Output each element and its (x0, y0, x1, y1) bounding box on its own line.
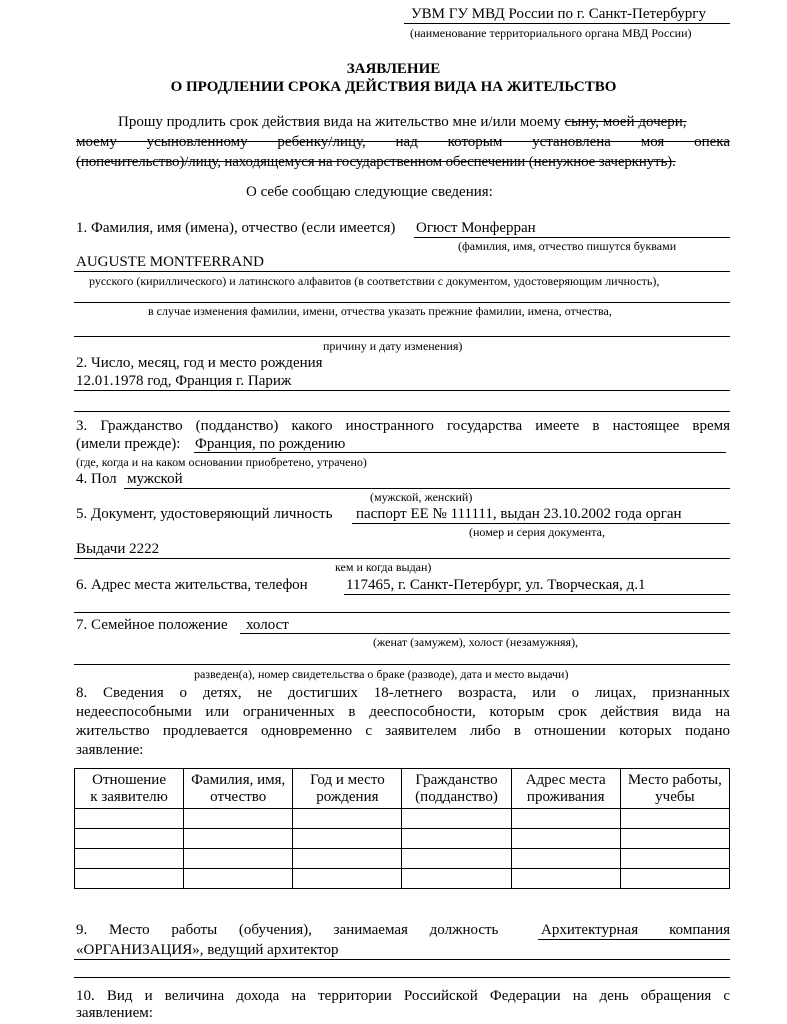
col-citizenship: Гражданство (подданство) (402, 769, 511, 809)
table-cell[interactable] (402, 829, 511, 849)
table-row (75, 849, 730, 869)
item1-hint3: в случае изменения фамилии, имени, отчества указать прежние фамилии, имена, отчества, (148, 304, 612, 318)
item2-value: 12.01.1978 год, Франция г. Париж (76, 373, 292, 389)
table-cell[interactable] (620, 849, 729, 869)
table-cell[interactable] (75, 809, 184, 829)
col-work: Место работы, учебы (620, 769, 729, 809)
authority-hint: (наименование территориального органа МВД России) (410, 26, 692, 40)
intro-line1 (118, 113, 687, 131)
item1-hint1: (фамилия, имя, отчество пишутся буквами (458, 239, 677, 253)
item10-line1: 10. Вид и величина дохода на территории Российской Федерации на день обращения с (76, 988, 730, 1004)
item2-underline2 (74, 411, 730, 412)
title-line2: О ПРОДЛЕНИИ СРОКА ДЕЙСТВИЯ ВИДА НА ЖИТЕЛЬСТВО (170, 79, 617, 95)
table-cell[interactable] (620, 809, 729, 829)
item3-hint: (где, когда и на каком основании приобретено, утрачено) (76, 455, 367, 469)
item2-label: 2. Число, месяц, год и место рождения (76, 355, 323, 371)
table-cell[interactable] (293, 829, 402, 849)
item4-label: 4. Пол (76, 471, 117, 487)
col-full-name: Фамилия, имя, отчество (184, 769, 293, 809)
item10-line2: заявлением: (76, 1005, 153, 1021)
table-cell[interactable] (511, 809, 620, 829)
children-table-header (75, 769, 730, 809)
table-cell[interactable] (402, 849, 511, 869)
item4-value: мужской (127, 471, 183, 487)
intro-line1-struck: сыну, моей дочери, (564, 114, 687, 130)
item7-value: холост (246, 617, 289, 633)
item3-line2-label: (имели прежде): (76, 436, 181, 452)
item6-label: 6. Адрес места жительства, телефон (76, 577, 308, 593)
item1-hint4: причину и дату изменения) (323, 339, 463, 353)
item2-underline1 (74, 390, 730, 391)
item1-underline2 (74, 271, 730, 272)
info-line: О себе сообщаю следующие сведения: (246, 184, 493, 200)
table-cell[interactable] (293, 849, 402, 869)
table-cell[interactable] (75, 829, 184, 849)
children-table (74, 768, 730, 889)
item5-label: 5. Документ, удостоверяющий личность (76, 506, 333, 522)
item8-line2: недееспособными или ограниченных в дееспособности, которым срок действия вида на (76, 704, 730, 720)
table-cell[interactable] (75, 869, 184, 889)
table-row (75, 869, 730, 889)
item8-line3: жительство продлевается одновременно с заявителем либо в отношении которых подано (76, 723, 730, 739)
table-cell[interactable] (511, 849, 620, 869)
item5-hint2: кем и когда выдан) (335, 560, 432, 574)
item7-underline1 (240, 633, 730, 634)
item7-hint1: (женат (замужем), холост (незамужняя), (373, 635, 579, 649)
table-cell[interactable] (184, 869, 293, 889)
item7-underline2 (74, 664, 730, 665)
table-cell[interactable] (620, 869, 729, 889)
item9-underline2 (74, 959, 730, 960)
table-row (75, 809, 730, 829)
intro-line2: моему усыновленному ребенку/лицу, над которым установлена моя опека (76, 134, 730, 150)
item9-value2: «ОРГАНИЗАЦИЯ», ведущий архитектор (76, 942, 339, 958)
item9-underline3 (74, 977, 730, 978)
item1-label: 1. Фамилия, имя (имена), отчество (если имеется) (76, 220, 396, 236)
col-birth: Год и место рождения (293, 769, 402, 809)
item9-underline1 (538, 939, 730, 940)
item1-underline4 (74, 336, 730, 337)
item1-underline3 (74, 302, 730, 303)
item7-hint2: разведен(а), номер свидетельства о браке (разводе), дата и место выдачи) (194, 667, 569, 681)
table-row (75, 829, 730, 849)
item3-underline (194, 452, 726, 453)
item9-value1: Архитектурная компания (541, 922, 730, 938)
item5-value: паспорт ЕЕ № 111111, выдан 23.10.2002 года орган (356, 506, 682, 522)
item7-label: 7. Семейное положение (76, 617, 228, 633)
item5-value2: Выдачи 2222 (76, 541, 160, 557)
item5-underline2 (74, 558, 730, 559)
item3-line1: 3. Гражданство (подданство) какого иностранного государства имеете в настоящее время (76, 418, 730, 434)
col-relation: Отношение к заявителю (75, 769, 184, 809)
intro-line3: (попечительство)/лицу, находящемуся на государственном обеспечении (ненужное зачеркнуть). (76, 154, 676, 170)
item1-value-lat: AUGUSTE MONTFERRAND (76, 254, 264, 270)
intro-line1-plain: Прошу продлить срок действия вида на жительство мне и/или моему (118, 114, 561, 130)
item6-underline2 (74, 612, 730, 613)
item1-underline1 (414, 237, 730, 238)
table-cell[interactable] (184, 849, 293, 869)
item5-hint1: (номер и серия документа, (469, 525, 605, 539)
table-cell[interactable] (402, 809, 511, 829)
item6-value: 117465, г. Санкт-Петербург, ул. Творческая, д.1 (346, 577, 646, 593)
title-line1: ЗАЯВЛЕНИЕ (346, 61, 441, 77)
table-cell[interactable] (75, 849, 184, 869)
item4-hint: (мужской, женский) (370, 490, 473, 504)
table-cell[interactable] (293, 869, 402, 889)
authority-underline (404, 23, 730, 24)
item5-underline1 (352, 523, 730, 524)
table-cell[interactable] (184, 809, 293, 829)
item3-value: Франция, по рождению (195, 436, 346, 452)
table-cell[interactable] (511, 869, 620, 889)
item8-line4: заявление: (76, 742, 144, 758)
col-address: Адрес места проживания (511, 769, 620, 809)
table-cell[interactable] (402, 869, 511, 889)
table-cell[interactable] (511, 829, 620, 849)
table-cell[interactable] (293, 809, 402, 829)
authority-value: УВМ ГУ МВД России по г. Санкт-Петербургу (411, 6, 706, 22)
item8-line1: 8. Сведения о детях, не достигших 18-летнего возраста, или о лицах, признанных (76, 685, 730, 701)
item1-value-cyr: Огюст Монферран (416, 220, 536, 236)
table-cell[interactable] (184, 829, 293, 849)
item9-label: 9. Место работы (обучения), занимаемая должность (76, 922, 499, 938)
item1-hint2: русского (кириллического) и латинского алфавитов (в соответствии с документом, удостоверяющим личность), (89, 274, 660, 288)
item4-underline (124, 488, 730, 489)
item6-underline1 (344, 594, 730, 595)
table-cell[interactable] (620, 829, 729, 849)
